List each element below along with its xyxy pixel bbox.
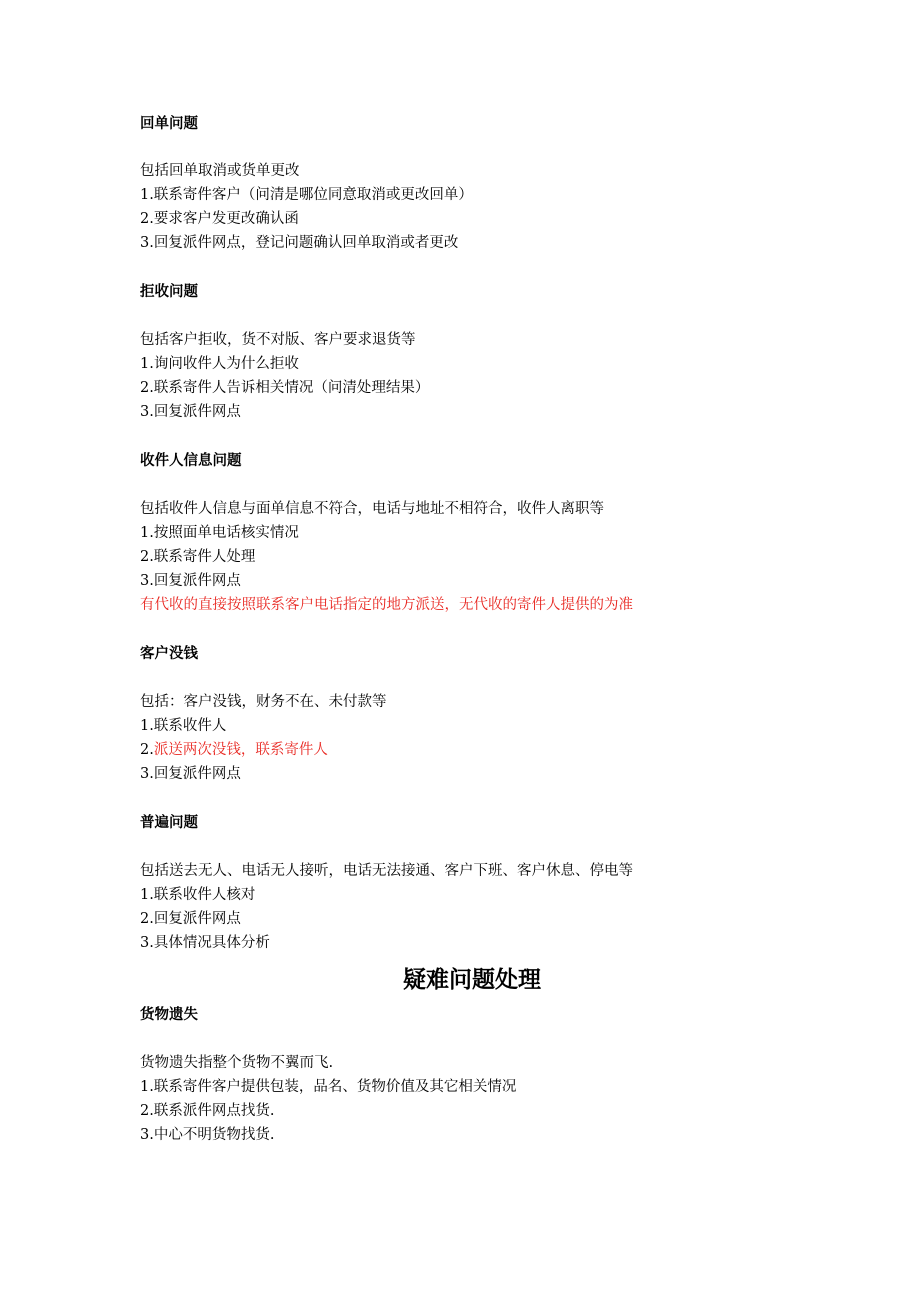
step-refusal-1: 1.询问收件人为什么拒收 [140,356,299,372]
section-intro-lost-goods: 货物遗失指整个货物不翼而飞. [140,1055,334,1071]
section-heading-recipient-info: 收件人信息问题 [140,453,242,469]
step-lost-goods-2: 2.联系派件网点找货. [140,1103,275,1119]
recipient-info-note: 有代收的直接按照联系客户电话指定的地方派送，无代收的寄件人提供的为准 [140,597,633,613]
step-no-money-3: 3.回复派件网点 [140,766,241,782]
step-no-money-2 [140,741,328,759]
section-heading-no-money: 客户没钱 [140,646,198,662]
step-common-3: 3.具体情况具体分析 [140,935,270,951]
step-receipt-1: 1.联系寄件客户（问清是哪位同意取消或更改回单） [140,187,473,203]
step-common-1: 1.联系收件人核对 [140,887,256,903]
section-intro-receipt: 包括回单取消或货单更改 [140,163,300,179]
section-heading-common: 普遍问题 [140,815,198,831]
step-refusal-3: 3.回复派件网点 [140,404,241,420]
section-intro-refusal: 包括客户拒收，货不对版、客户要求退货等 [140,332,416,348]
section-intro-no-money: 包括：客户没钱，财务不在、未付款等 [140,694,387,710]
step-no-money-1: 1.联系收件人 [140,718,227,734]
section-heading-receipt: 回单问题 [140,116,198,132]
section-intro-recipient-info: 包括收件人信息与面单信息不符合，电话与地址不相符合，收件人离职等 [140,501,604,517]
step-no-money-2-text: 派送两次没钱，联系寄件人 [153,742,328,758]
step-no-money-2-number: 2. [140,742,154,758]
step-recipient-info-3: 3.回复派件网点 [140,573,241,589]
step-lost-goods-1: 1.联系寄件客户提供包装，品名、货物价值及其它相关情况 [140,1079,517,1095]
step-recipient-info-2: 2.联系寄件人处理 [140,549,256,565]
section-heading-lost-goods: 货物遗失 [140,1007,198,1023]
step-common-2: 2.回复派件网点 [140,911,241,927]
step-lost-goods-3: 3.中心不明货物找货. [140,1127,275,1143]
step-refusal-2: 2.联系寄件人告诉相关情况（问清处理结果） [140,380,430,396]
step-recipient-info-1: 1.按照面单电话核实情况 [140,525,299,541]
difficult-problems-title: 疑难问题处理 [403,966,541,993]
section-intro-common: 包括送去无人、电话无人接听，电话无法接通、客户下班、客户休息、停电等 [140,863,633,879]
step-receipt-2: 2.要求客户发更改确认函 [140,211,299,227]
step-receipt-3: 3.回复派件网点，登记问题确认回单取消或者更改 [140,235,459,251]
section-heading-refusal: 拒收问题 [140,284,198,300]
